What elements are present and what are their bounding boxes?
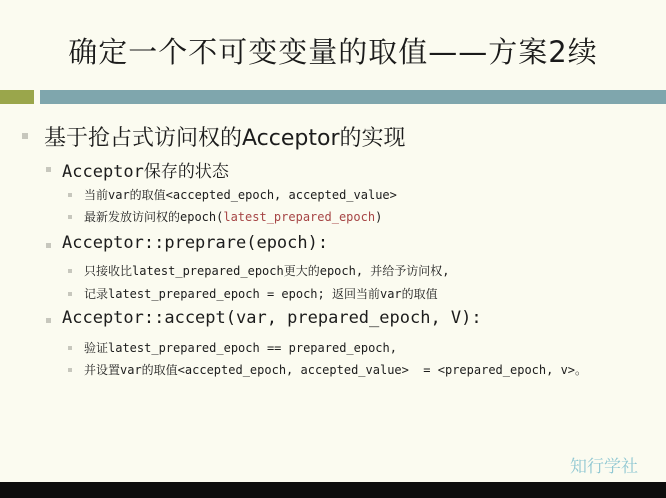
bullet-accept-verify: 验证latest_prepared_epoch == prepared_epoch,: [84, 341, 397, 355]
bullet-prepare: Acceptor::preprare(epoch):: [62, 233, 329, 253]
slide-title: 确定一个不可变变量的取值——方案2续: [68, 35, 598, 69]
watermark-logo: 知行学社: [570, 457, 638, 477]
latest-epoch-prefix: 最新发放访问权的epoch(: [84, 210, 224, 224]
bullet-level2: [46, 318, 51, 323]
bullet-acceptor-impl: 基于抢占式访问权的Acceptor的实现: [44, 126, 406, 151]
bullet-level3: [68, 193, 72, 197]
bullet-acceptor-state: Acceptor保存的状态: [62, 162, 229, 182]
bullet-level3: [68, 269, 72, 273]
bullet-level3: [68, 292, 72, 296]
bullet-prepare-accept: 只接收比latest_prepared_epoch更大的epoch, 并给予访问权,: [84, 264, 450, 278]
bullet-level3: [68, 368, 72, 372]
bullet-level2: [46, 167, 51, 172]
latest-epoch-suffix: ): [375, 210, 383, 224]
bottom-strip: [0, 482, 666, 498]
bullet-level3: [68, 215, 72, 219]
bullet-level3: [68, 346, 72, 350]
latest-prepared-epoch-highlight: latest_prepared_epoch: [223, 210, 376, 224]
bullet-level1: [22, 133, 28, 139]
bullet-latest-epoch: [84, 208, 382, 225]
title-accent-bar: [0, 90, 34, 104]
bullet-prepare-record: 记录latest_prepared_epoch = epoch; 返回当前var的取值: [84, 287, 438, 301]
title-divider-bar: [40, 90, 666, 104]
bullet-level2: [46, 243, 51, 248]
bullet-accept: Acceptor::accept(var, prepared_epoch, V):: [62, 308, 482, 328]
bullet-accept-set: 并设置var的取值<accepted_epoch, accepted_value> = <prepared_epoch, v>。: [84, 363, 588, 377]
bullet-current-value: 当前var的取值<accepted_epoch, accepted_value>: [84, 188, 397, 202]
